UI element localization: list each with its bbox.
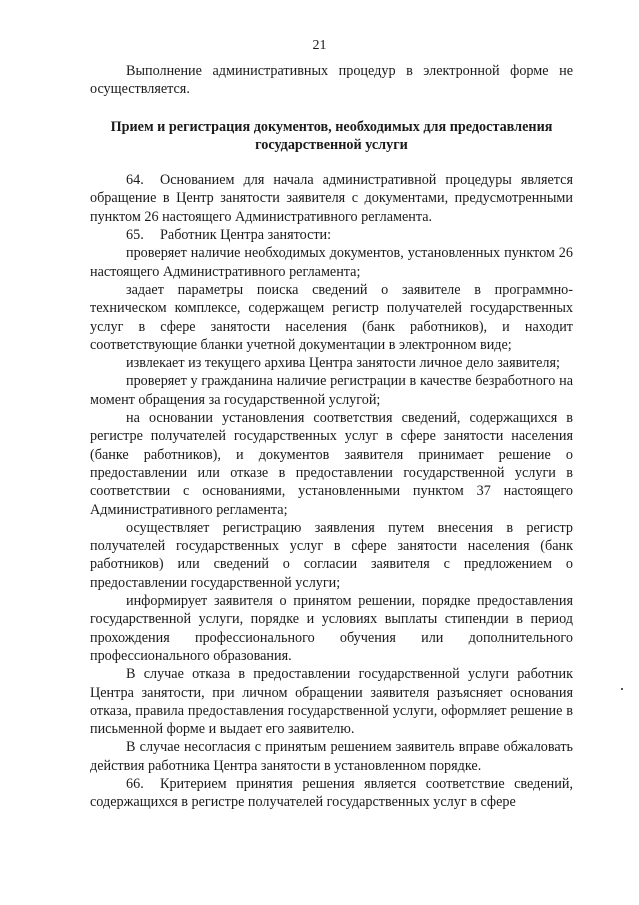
paragraph-text: Работник Центра занятости:	[160, 227, 332, 244]
paragraph-number: 66.	[126, 775, 144, 792]
list-paragraph	[90, 281, 573, 354]
list-paragraph	[90, 409, 573, 519]
paragraph-text: В случае отказа в предоставлении государственной услуги работник Центра занятости, при личном обращении заявителя разъясняет основания отказа, правила предоставления государственной услуги, оформляет решение в письменной форме и выдает его заявителю.	[90, 666, 573, 738]
paragraph-number: 64.	[126, 172, 144, 189]
page-number: 21	[312, 38, 327, 53]
list-paragraph	[90, 244, 573, 281]
paragraph-text: Основанием для начала административной процедуры является обращение в Центр занятости заявителя с документами, предусмотренными пунктом 26 настоящего Административного регламента.	[90, 172, 573, 225]
list-paragraph	[90, 738, 573, 775]
paragraph-list	[90, 171, 573, 811]
list-paragraph	[90, 354, 573, 372]
list-paragraph	[90, 372, 573, 409]
paragraph-text: Критерием принятия решения является соответствие сведений, содержащихся в регистре получателей государственных услуг в сфере	[90, 775, 573, 811]
list-paragraph	[90, 592, 573, 665]
scan-speck	[621, 688, 623, 690]
intro-paragraph: Выполнение административных процедур в электронной форме не осуществляется.	[90, 63, 573, 98]
paragraph-text: проверяет наличие необходимых документов, установленных пунктом 26 настоящего Административного регламента;	[90, 245, 573, 280]
paragraph-text: В случае несогласия с принятым решением заявитель вправе обжаловать действия работника Центра занятости в установленном порядке.	[90, 739, 573, 774]
paragraph-number: 65.	[126, 227, 144, 244]
paragraph-text: проверяет у гражданина наличие регистрации в качестве безработного на момент обращения за государственной услугой;	[90, 373, 573, 408]
paragraph-text: осуществляет регистрацию заявления путем внесения в регистр получателей государственных услуг в сфере занятости населения (банк работников) или сведений о согласии заявителя с предложением о предоставлении государственной услуги;	[90, 519, 573, 591]
paragraph-text: информирует заявителя о принятом решении, порядке предоставления государственной услуги, порядке и условиях выплаты стипендии в период прохождения профессионального обучения или дополнительного профессионального образования.	[90, 593, 573, 664]
paragraph-text: задает параметры поиска сведений о заявителе в программно-техническом комплексе, содержащем регистр получателей государственных услуг в сфере занятости населения (банк работников), и находит соответствующие бланки учетной документации в электронном виде;	[90, 281, 573, 353]
paragraph-text: на основании установления соответствия сведений, содержащихся в регистре получателей государственных услуг в сфере занятости населения (банке работников), и документов заявителя принимает решение о предоставлении или отказе в предоставлении государственной услуги в соответствии с основаниями, установленными пунктом 37 настоящего Административного регламента;	[90, 410, 573, 518]
section-title: Прием и регистрация документов, необходимых для предоставления государственной услуги	[110, 118, 553, 153]
numbered-paragraph	[90, 171, 573, 226]
numbered-paragraph	[90, 226, 573, 244]
numbered-paragraph	[90, 775, 573, 812]
list-paragraph	[90, 665, 573, 738]
list-paragraph	[90, 519, 573, 592]
paragraph-text: извлекает из текущего архива Центра занятости личное дело заявителя;	[126, 355, 560, 372]
document-body	[90, 62, 573, 812]
